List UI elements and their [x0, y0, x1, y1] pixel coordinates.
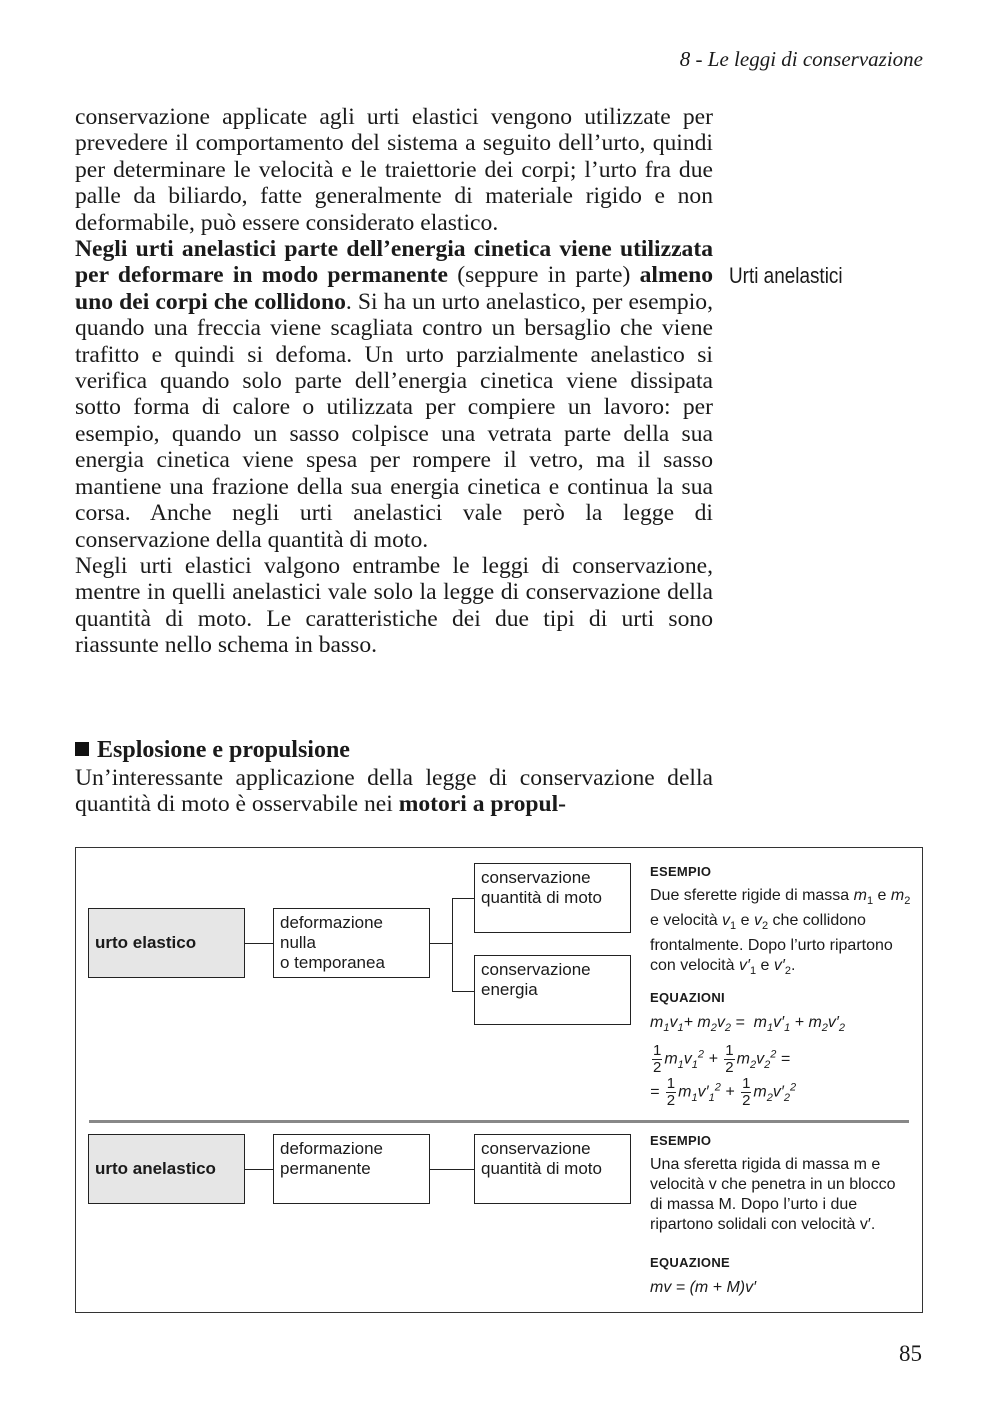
bold-phrase-1: Negli urti anelastici parte dell’energia cinetica viene utilizzata per deformare in modo permanente [75, 236, 713, 289]
box-deformazione-nulla [273, 908, 430, 978]
connector-branch [452, 898, 453, 991]
page-number: 85 [899, 1341, 922, 1366]
running-header: 8 - Le leggi di conservazione [679, 47, 923, 71]
collision-schema [75, 847, 923, 1313]
connector-line [452, 991, 474, 992]
schema-divider [89, 1120, 909, 1123]
section-paragraph [75, 765, 713, 818]
paragraph-2 [75, 236, 713, 553]
energy-equation-line-2: = $\frac{1}{2}$ $m_1v'_1^2$ + $\frac{1}{2}$ $m_2v'_2^2$ [650, 1074, 797, 1109]
section-text-bold: motori a propul- [398, 791, 567, 818]
deform-line-2: nulla [280, 933, 316, 952]
example-label: ESEMPIO [650, 864, 712, 879]
connector-line [430, 943, 452, 944]
cons-line-1: conservazione [481, 960, 591, 979]
section-heading [75, 737, 350, 764]
square-bullet-icon [75, 742, 89, 756]
equation-label: EQUAZIONE [650, 1255, 730, 1270]
bold-phrase-2: almeno uno dei corpi che collidono [75, 262, 713, 315]
section-text [75, 765, 713, 818]
cons-line-2: quantità di moto [481, 1159, 602, 1178]
example-label: ESEMPIO [650, 1133, 712, 1148]
example-text: Due sferette rigide di massa $m_1$ e $m_2$ e velocità $v_1$ e $v_2$ che collidono frontalmente. Dopo l’urto ripartono con velocità $v'_1$ e $v'_2$. [650, 887, 911, 978]
text-phrase-2: . Si ha un urto anelastico, per esempio, quando una freccia viene scagliata contro un bersaglio che viene trafitto e quindi si defoma. Un urto parzialmente anelastico si verifica quando solo parte dell’energia cinetica viene dissipata sotto forma di calore o utilizzata per compiere un lavoro: per esempio, quando un sasso colpisce una vetrata parte della sua energia cinetica viene spesa per rompere il vetro, ma il sasso mantiene una frazione della sua energia cinetica e continua la sua corsa. Anche negli urti anelastici vale però la legge di conservazione della quantità di moto. [75, 288, 713, 553]
box-urto-elastico: urto elastico [88, 908, 245, 978]
cons-line-1: conservazione [481, 1139, 591, 1158]
connector-line [245, 943, 273, 944]
paragraph-3: Negli urti elastici valgono entrambe le leggi di conservazione, mentre in quelli anelastici vale solo la legge di conservazione della quantità di moto. Le caratteristiche dei due tipi di urti sono riassunte nello schema in basso. [75, 552, 713, 659]
elastic-example [650, 862, 912, 1109]
section-title: Esplosione e propulsione [97, 737, 350, 763]
momentum-equation: $m_1v_1+ m_2v_2 = m_1v'_1 + m_2v'_2$ [650, 1013, 846, 1034]
deform-line-1: deformazione [280, 1139, 384, 1158]
box-conservazione-energia [474, 955, 631, 1025]
deform-line-2: permanente [280, 1159, 371, 1178]
section-text-plain: Un’interessante applicazione della legge di conservazione della quantità di moto è osservabile nei [75, 765, 713, 818]
deform-line-3: o temporanea [280, 953, 385, 972]
cons-line-2: energia [481, 980, 538, 999]
body-text [75, 104, 713, 659]
equations-label: EQUAZIONI [650, 989, 725, 1005]
box-urto-anelastico: urto anelastico [88, 1134, 245, 1204]
inelastic-example [650, 1131, 912, 1299]
inelastic-equation: mv = (m + M)v′ [650, 1279, 757, 1296]
margin-note: Urti anelastici [729, 263, 843, 288]
connector-line [430, 1169, 474, 1170]
box-conservazione-quantita-moto [474, 863, 631, 933]
example-text: Una sferetta rigida di massa m e velocità v che penetra in un blocco di massa M. Dopo l’urto i due ripartono solidali con velocità v′. [650, 1156, 896, 1233]
paragraph-1: conservazione applicate agli urti elastici vengono utilizzate per prevedere il comportamento del sistema a seguito dell’urto, quindi per determinare le velocità e le traiettorie dei corpi; l’urto fra due palle da biliardo, fatte generalmente di materiale rigido e non deformabile, può essere considerato elastico. [75, 104, 713, 236]
energy-equation-line-1: $\frac{1}{2}$ $m_1v_1^2$ + $\frac{1}{2}$ $m_2v_2^2$ = [653, 1041, 791, 1076]
connector-line [452, 898, 474, 899]
box-conservazione-quantita-moto-anelastico [474, 1134, 631, 1204]
box-deformazione-permanente [273, 1134, 430, 1204]
connector-line [245, 1169, 273, 1170]
deform-line-1: deformazione [280, 913, 384, 932]
text-phrase-1: (seppure in parte) [447, 262, 640, 289]
cons-line-1: conservazione [481, 868, 591, 887]
cons-line-2: quantità di moto [481, 888, 602, 907]
